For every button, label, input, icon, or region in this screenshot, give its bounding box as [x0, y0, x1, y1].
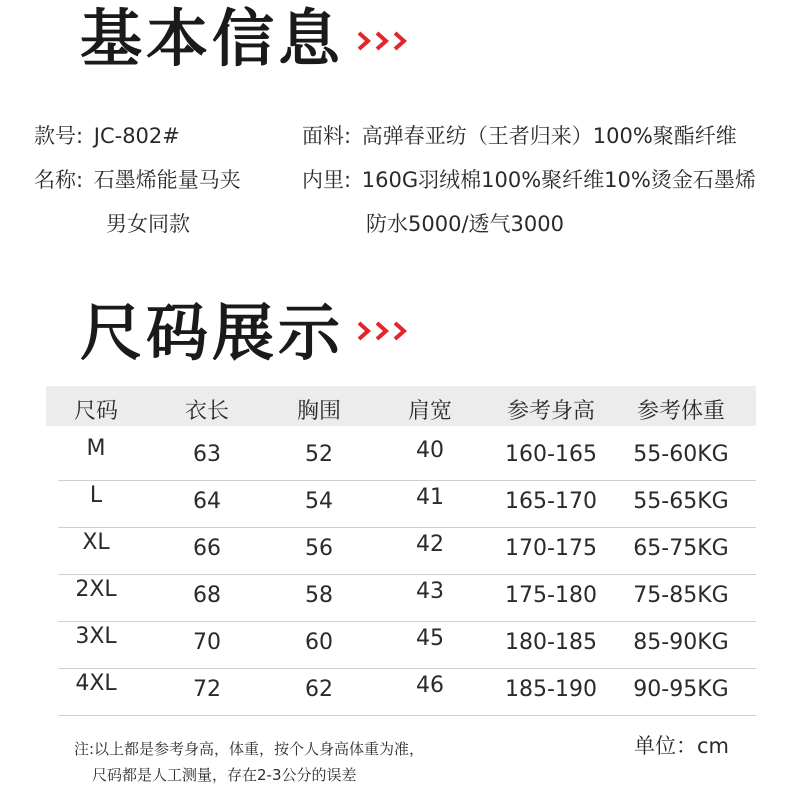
cell-ref-weight: 55-60KG — [633, 442, 729, 467]
cell-chest: 60 — [305, 630, 333, 655]
row-divider — [58, 527, 756, 528]
cell-ref-weight: 85-90KG — [633, 630, 729, 655]
cell-ref-height: 185-190 — [505, 677, 597, 702]
triple-chevron-right-icon — [356, 320, 408, 342]
name-label: 名称: — [34, 168, 84, 192]
lining-label: 内里: — [302, 168, 352, 192]
cell-ref-height: 175-180 — [505, 583, 597, 608]
unit-label: 单位：cm — [634, 734, 730, 758]
gender-text: 男女同款 — [106, 212, 190, 236]
fabric-row — [302, 120, 737, 150]
cell-ref-height: 170-175 — [505, 536, 597, 561]
fabric-value: 高弹春亚纺（王者归来）100%聚酯纤维 — [361, 124, 737, 148]
cell-length: 72 — [193, 677, 221, 702]
triple-chevron-right-icon — [356, 30, 408, 52]
name-value: 石墨烯能量马夹 — [93, 168, 241, 192]
cell-length: 63 — [193, 442, 221, 467]
cell-length: 68 — [193, 583, 221, 608]
cell-shoulder: 41 — [416, 485, 444, 510]
model-label: 款号: — [34, 124, 84, 148]
cell-chest: 52 — [305, 442, 333, 467]
cell-shoulder: 43 — [416, 579, 444, 604]
name-row — [34, 164, 241, 194]
cell-ref-height: 160-165 — [505, 442, 597, 467]
cell-ref-weight: 55-65KG — [633, 489, 729, 514]
cell-size: 2XL — [75, 577, 117, 602]
header-size: 尺码 — [73, 399, 119, 424]
cell-chest: 58 — [305, 583, 333, 608]
header-ref-weight: 参考体重 — [636, 399, 726, 424]
cell-length: 70 — [193, 630, 221, 655]
cell-shoulder: 46 — [416, 673, 444, 698]
model-value: JC-802# — [93, 124, 180, 148]
cell-size: L — [89, 483, 103, 508]
cell-shoulder: 40 — [416, 438, 444, 463]
header-ref-height: 参考身高 — [506, 399, 596, 424]
header-shoulder: 肩宽 — [407, 399, 453, 424]
model-row — [34, 120, 180, 150]
row-divider — [58, 480, 756, 481]
header-length: 衣长 — [184, 399, 230, 424]
fabric-label: 面料: — [302, 124, 352, 148]
note-line-1: 注:以上都是参考身高，体重，按个人身高体重为准， — [74, 740, 425, 758]
row-divider — [58, 668, 756, 669]
cell-chest: 56 — [305, 536, 333, 561]
cell-shoulder: 45 — [416, 626, 444, 651]
basic-info-title: 基本信息 — [80, 2, 345, 75]
cell-ref-weight: 65-75KG — [633, 536, 729, 561]
cell-size: M — [86, 436, 106, 461]
waterproof-text: 防水5000/透气3000 — [366, 212, 564, 236]
cell-size: 4XL — [75, 671, 117, 696]
lining-row — [302, 164, 756, 194]
cell-ref-weight: 90-95KG — [633, 677, 729, 702]
cell-ref-height: 165-170 — [505, 489, 597, 514]
size-chart-title: 尺码展示 — [80, 296, 345, 369]
row-divider — [58, 574, 756, 575]
cell-ref-height: 180-185 — [505, 630, 597, 655]
cell-chest: 54 — [305, 489, 333, 514]
cell-length: 66 — [193, 536, 221, 561]
cell-size: XL — [82, 530, 110, 555]
cell-length: 64 — [193, 489, 221, 514]
note-line-2: 尺码都是人工测量，存在2-3公分的误差 — [92, 766, 357, 784]
cell-shoulder: 42 — [416, 532, 444, 557]
cell-chest: 62 — [305, 677, 333, 702]
row-divider — [58, 715, 756, 716]
cell-ref-weight: 75-85KG — [633, 583, 729, 608]
header-chest: 胸围 — [296, 399, 342, 424]
row-divider — [58, 621, 756, 622]
cell-size: 3XL — [75, 624, 117, 649]
lining-value: 160G羽绒棉100%聚纤维10%烫金石墨烯 — [361, 168, 756, 192]
